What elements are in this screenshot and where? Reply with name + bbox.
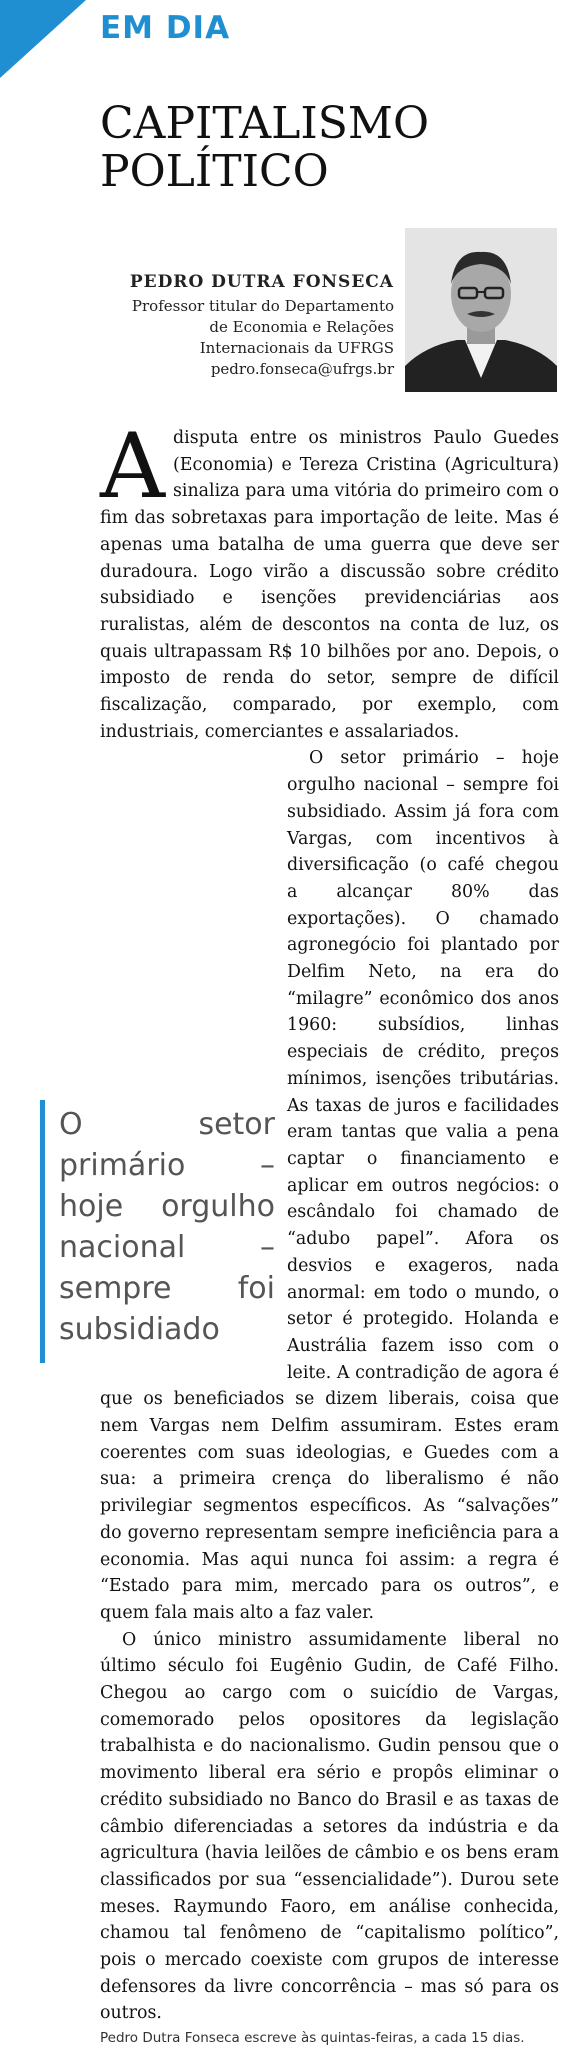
article-title: CAPITALISMO POLÍTICO [100,98,430,197]
author-email: pedro.fonseca@ufrgs.br [210,360,394,378]
article-paragraph: disputa entre os ministros Paulo Guedes (Economia) e Tereza Cristina (Agricultura) sinaliza para uma vitória do primeiro com o fim das sobretaxas para importação de leite. Mas é apenas uma batalha de uma guerra que deve ser duradoura. Logo virão a discussão sobre crédito subsidiado e isenções previdenciárias aos ruralistas, além de descontos na conta de luz, os quais ultrapassam R$ 10 bilhões por ano. Depois, o imposto de renda do setor, sempre de difícil fiscalização, comparado, por exemplo, com industriais, comerciantes e assalariados. [100,428,559,742]
drop-cap: A [100,414,165,519]
author-name: PEDRO DUTRA FONSECA [129,272,394,292]
author-role-line: de Economia e Relações [209,318,394,336]
article-body [59,414,559,2027]
author-role-line: Professor titular do Departamento [131,297,394,315]
author-role-line: Internacionais da UFRGS [199,339,394,357]
column-footer-note: Pedro Dutra Fonseca escreve às quintas-feiras, a cada 15 dias. [100,2030,525,2046]
author-photo [405,228,557,392]
section-label: EM DIA [100,10,231,46]
section-corner-accent [0,0,86,78]
article-paragraph: O setor primário – hoje orgulho nacional – sempre foi subsidiado. Assim já fora com Vargas, com incentivos à diversificação (o café chegou a alcançar 80% das exportações). O chamado agronegócio foi plantado por Delfim Neto, na era do “milagre” econômico dos anos 1960: subsídios, linhas especiais de crédito, preços mínimos, isenções tributárias. As taxas de juros e facilidades eram tantas que valia a pena captar o financiamento e aplicar em outros negócios: o escândalo foi chamado de “adubo papel”. Afora os desvios e exageros, nada anormal: em todo o mundo, o setor é protegido. Holanda e Austrália fazem isso com o leite. A contradição de agora é que os beneficiados se dizem liberais, coisa que nem Vargas nem Delfim assumiram. Estes eram coerentes com suas ideologias, e Guedes com a sua: a primeira crença do liberalismo é não privilegiar segmentos específicos. As “salvações” do governo representam sempre ineficiência para a economia. Mas aqui nunca foi assim: a regra é “Estado para mim, mercado para os outros”, e quem fala mais alto a faz valer. [100,748,559,1623]
pull-quote: O setor primário – hoje orgulho nacional – sempre foi subsidiado [59,1107,275,1348]
pull-quote-box [40,1100,275,1363]
byline [130,272,394,380]
article-paragraph: O único ministro assumidamente liberal no último século foi Eugênio Gudin, de Café Filho. Chegou ao cargo com o suicídio de Vargas, comemorado pelos opositores da legislação trabalhista e do nacionalismo. Gudin pensou que o movimento liberal era sério e propôs eliminar o crédito subsidiado no Banco do Brasil e as taxas de câmbio diferenciadas a setores da indústria e da agricultura (havia leilões de câmbio e os bens eram classificados por sua “essencialidade”). Durou sete meses. Raymundo Faoro, em análise conhecida, chamou tal fenômeno de “capitalismo político”, pois o mercado coexiste com grupos de interesse defensores da livre concorrência – mas só para os outros. [100,1629,559,2024]
